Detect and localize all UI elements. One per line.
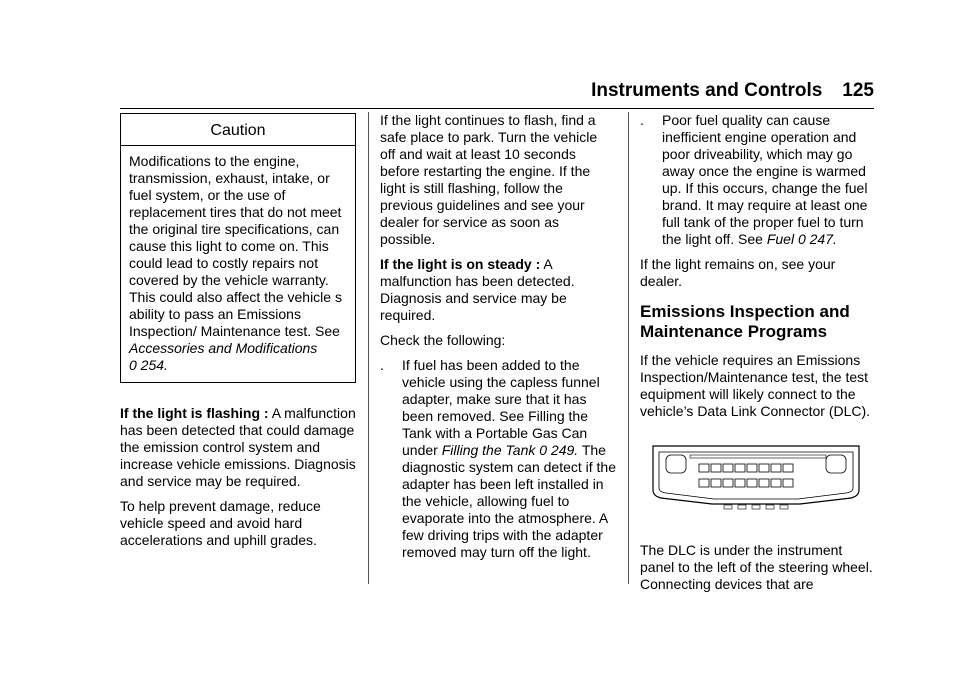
caution-title: Caution: [121, 114, 355, 146]
steady-label: If the light is on steady :: [380, 256, 541, 272]
bullet2-ref-page[interactable]: 0 247.: [797, 231, 837, 247]
bullet1-ref-link[interactable]: Filling the Tank: [441, 442, 536, 458]
remains-paragraph: If the light remains on, see your dealer.: [640, 256, 836, 289]
caution-text: Modifications to the engine, transmission, exhaust, intake, or fuel system, or the use of replacement tires that do not meet the original tire specifications, can cause this light to come on. This could lead to costly repairs not covered by the vehicle warranty. This could also affect the vehicle s ability to pass an Emissions Inspection/ Maintenance test. See: [129, 153, 342, 339]
flashing-text: A malfunction has been detected that could damage the emission control system and increase vehicle emissions. Diagnosis and service may be required.: [120, 405, 356, 489]
bullet-item: [640, 112, 876, 248]
column-3: [640, 112, 876, 601]
page-header: [120, 80, 874, 109]
continue-paragraph: If the light continues to flash, find a safe place to park. Turn the vehicle off and wait at least 10 seconds before restarting the engine. If the light is still flashing, follow the previous guidelines and see your dealer for service as soon as possible.: [380, 112, 598, 247]
steady-text: A malfunction has been detected. Diagnosis and service may be required.: [380, 256, 575, 323]
section-title: Instruments and Controls: [591, 80, 823, 101]
column-2: [380, 112, 616, 569]
steady-paragraph: [380, 256, 616, 324]
caution-body: [121, 146, 355, 382]
prevent-paragraph: To help prevent damage, reduce vehicle speed and avoid hard accelerations and uphill grades.: [120, 498, 321, 548]
column-1: [120, 112, 356, 557]
flashing-label: If the light is flashing :: [120, 405, 269, 421]
bullet-item: [380, 357, 616, 561]
bullet-text: [402, 357, 616, 561]
bullet1-text: If fuel has been added to the vehicle using the capless funnel adapter, make sure that it has been removed. See Filling the Tank with a Portable Gas Can under: [402, 357, 600, 458]
bullet-mark: .: [640, 112, 644, 128]
dlc-paragraph: The DLC is under the instrument panel to the left of the steering wheel. Connecting devices that are: [640, 542, 873, 592]
flashing-paragraph: [120, 405, 356, 490]
bullet1-ref-page[interactable]: 0 249.: [539, 442, 579, 458]
bullet2-text: Poor fuel quality can cause inefficient engine operation and poor driveability, which may go away once the engine is warmed up. If this occurs, change the fuel brand. It may require at least one full tank of the proper fuel to turn the light off. See: [662, 112, 868, 247]
bullet-mark: .: [380, 357, 384, 373]
section-heading: Emissions Inspection and Maintenance Programs: [640, 302, 850, 341]
caution-box: [120, 113, 356, 383]
column-divider: [628, 112, 629, 584]
caution-ref-page[interactable]: 0 254.: [129, 357, 168, 373]
page-number: 125: [842, 80, 874, 101]
column-divider: [368, 112, 369, 584]
bullet-text: [662, 112, 876, 248]
bullet1-rest: The diagnostic system can detect if the adapter has been left installed in the vehicle, allowing fuel to evaporate into the atmosphere. A few driving trips with the adapter removed may turn off the light.: [402, 442, 616, 560]
dlc-connector-illustration: [650, 442, 862, 518]
caution-ref-link[interactable]: Accessories and Modifications: [129, 340, 318, 356]
bullet2-ref-link[interactable]: Fuel: [766, 231, 795, 247]
check-paragraph: Check the following:: [380, 332, 506, 348]
emissions-paragraph: If the vehicle requires an Emissions Inspection/Maintenance test, the test equipment will likely connect to the vehicle’s Data Link Connector (DLC).: [640, 352, 871, 419]
